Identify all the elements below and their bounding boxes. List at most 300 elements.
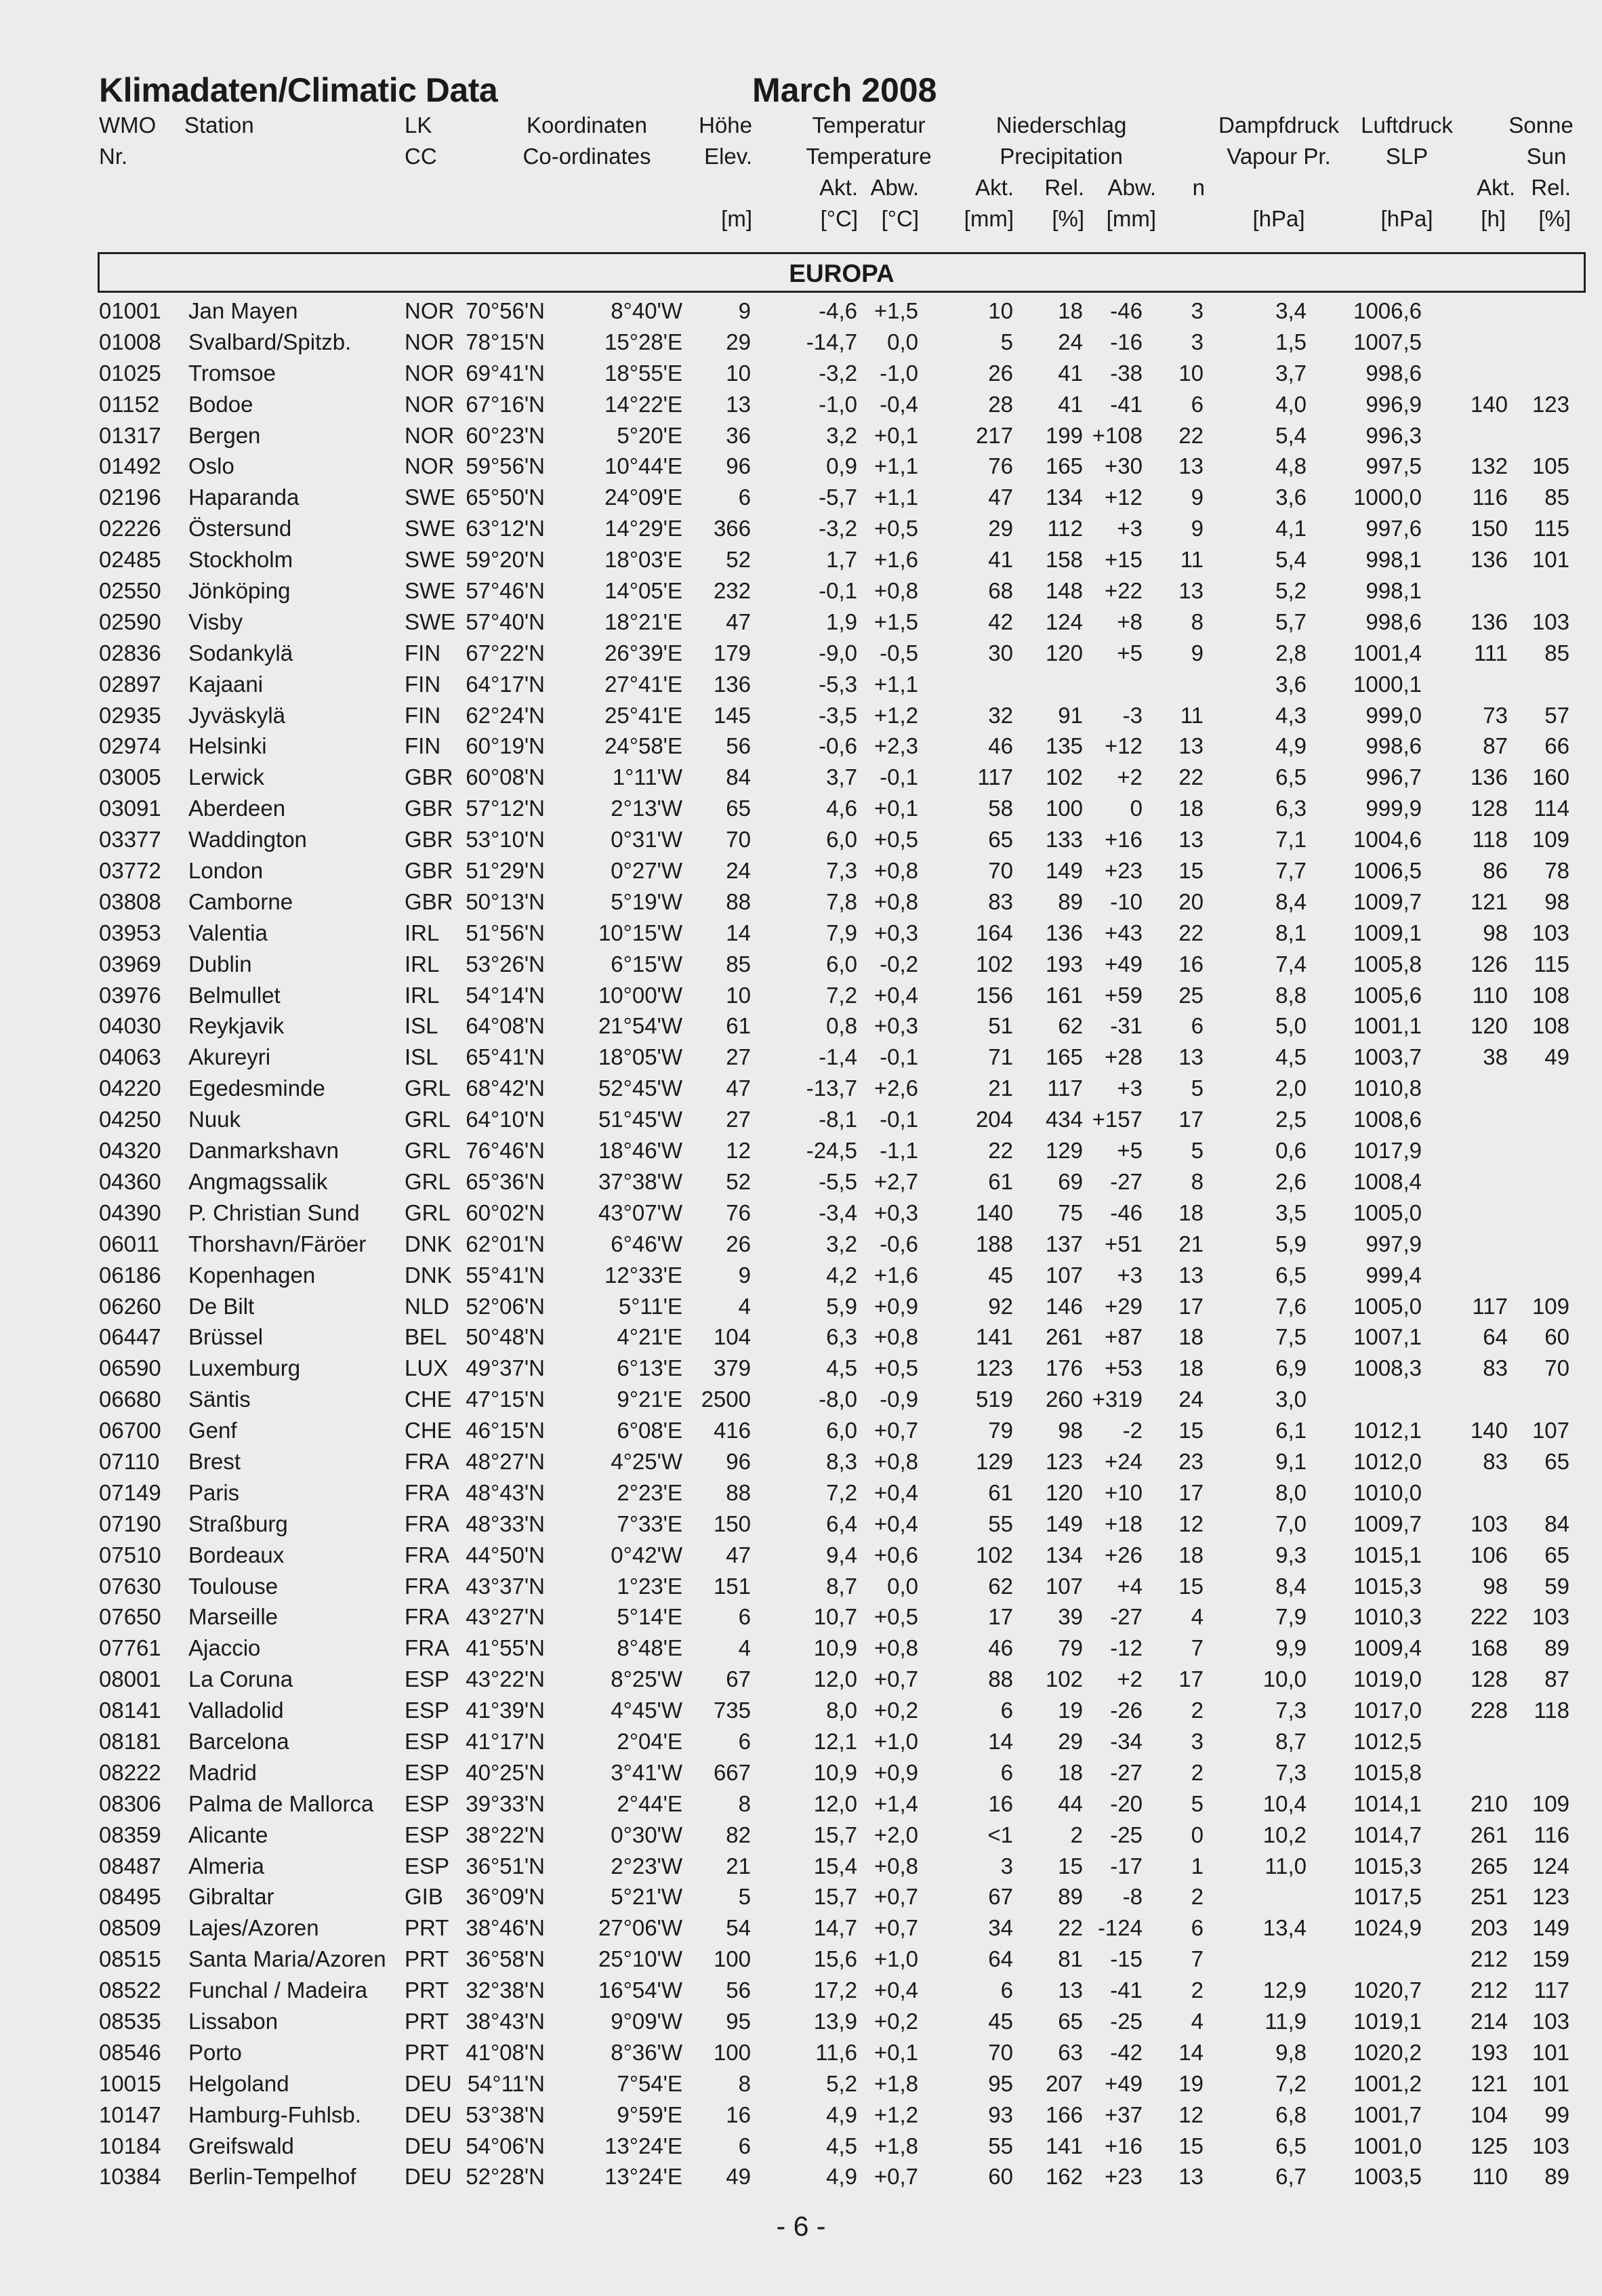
cell-country: GBR [405,764,453,790]
cell-prec-akt: 64 [988,1946,1013,1972]
cell-sun-rel: 85 [1544,640,1569,665]
cell-temp-akt: 6,0 [826,827,857,853]
cell-sun-rel: 123 [1532,1884,1569,1910]
cell-slp: 1012,1 [1353,1418,1422,1443]
table-row [0,827,1602,858]
cell-vapour: 6,9 [1275,1355,1307,1381]
cell-lon: 13°24'E [604,2133,682,2158]
cell-lon: 8°48'E [617,1635,682,1661]
cell-lon: 24°09'E [604,485,682,510]
cell-wmo: 07761 [99,1635,161,1661]
cell-prec-days: 13 [1178,827,1204,853]
cell-lat: 47°15'N [466,1387,545,1412]
cell-station: Helsinki [188,733,267,759]
cell-wmo: 07110 [99,1448,160,1474]
cell-sun-rel: 108 [1532,982,1569,1008]
cell-vapour: 4,3 [1275,702,1307,728]
cell-lon: 2°13'W [611,796,682,821]
cell-elev: 26 [726,1231,751,1256]
col-sun-rel: Rel. [1531,175,1571,200]
cell-sun-akt: 128 [1470,1666,1508,1692]
table-row [0,2164,1602,2195]
cell-temp-abw: +1,0 [874,1728,918,1754]
cell-prec-days: 11 [1180,547,1204,573]
cell-station: Säntis [188,1387,251,1412]
cell-wmo: 07149 [99,1479,161,1505]
cell-elev: 47 [726,1075,751,1101]
cell-elev: 150 [713,1511,751,1536]
cell-prec-abw: -3 [1122,702,1143,728]
cell-vapour: 5,4 [1275,422,1307,448]
cell-prec-akt: 217 [975,422,1013,448]
cell-lat: 67°16'N [466,391,545,417]
cell-vapour: 7,2 [1275,2070,1307,2096]
cell-prec-abw: -27 [1110,1759,1143,1785]
cell-sun-akt: 111 [1473,640,1508,665]
cell-vapour: 8,4 [1275,888,1307,914]
cell-prec-akt: 46 [988,1635,1013,1661]
cell-temp-akt: 7,3 [826,858,857,884]
cell-sun-rel: 118 [1534,1698,1569,1723]
table-row [0,1574,1602,1605]
col-vap-line1: Dampfdruck [1218,112,1339,138]
cell-wmo: 04390 [99,1200,161,1225]
cell-prec-akt: 60 [988,2164,1013,2190]
cell-prec-akt: 141 [975,1324,1013,1350]
cell-sun-akt: 128 [1470,796,1508,821]
cell-wmo: 06680 [99,1387,161,1412]
cell-temp-abw: +2,6 [874,1075,918,1101]
cell-temp-akt: 12,0 [813,1666,857,1692]
cell-temp-abw: -0,1 [880,1107,918,1132]
cell-slp: 1014,7 [1353,1822,1422,1847]
cell-station: Egedesminde [188,1075,325,1101]
cell-prec-rel: 434 [1045,1107,1083,1132]
cell-temp-akt: -8,1 [819,1107,857,1132]
cell-prec-abw: -41 [1110,391,1143,417]
cell-elev: 76 [726,1200,751,1225]
cell-wmo: 08181 [99,1728,161,1754]
cell-sun-rel: 57 [1544,702,1569,728]
cell-vapour: 2,0 [1275,1075,1307,1101]
cell-vapour: 7,0 [1275,1511,1307,1536]
cell-temp-akt: 12,0 [813,1790,857,1816]
cell-temp-abw: +2,0 [874,1822,918,1847]
cell-prec-days: 19 [1178,2070,1204,2096]
cell-lat: 50°13'N [466,888,545,914]
cell-slp: 1003,5 [1353,2164,1422,2190]
cell-prec-rel: 22 [1058,1915,1083,1941]
cell-temp-abw: +0,5 [874,1355,918,1381]
cell-station: Porto [188,2039,242,2065]
cell-sun-akt: 118 [1472,827,1508,853]
cell-lat: 67°22'N [466,640,545,665]
cell-station: La Coruna [188,1666,293,1692]
cell-prec-akt: 519 [975,1387,1013,1412]
cell-temp-abw: +0,3 [874,920,918,945]
cell-lon: 13°24'E [604,2164,682,2190]
cell-sun-akt: 251 [1470,1884,1508,1910]
cell-prec-rel: 44 [1058,1790,1083,1816]
cell-wmo: 02550 [99,578,161,604]
cell-temp-abw: +0,4 [874,982,918,1008]
cell-vapour: 13,4 [1262,1915,1307,1941]
cell-lat: 57°46'N [466,578,545,604]
cell-prec-abw: +30 [1105,453,1143,479]
cell-temp-abw: +1,8 [874,2133,918,2158]
cell-lon: 21°54'W [598,1013,682,1039]
cell-prec-akt: 76 [988,453,1013,479]
cell-lat: 43°22'N [466,1666,545,1692]
cell-prec-days: 6 [1191,1915,1204,1941]
cell-wmo: 08222 [99,1759,161,1785]
cell-vapour: 5,9 [1275,1231,1307,1256]
cell-station: Berlin-Tempelhof [188,2164,356,2190]
cell-station: Barcelona [188,1728,289,1754]
cell-temp-akt: -3,5 [819,702,857,728]
cell-prec-abw: -16 [1110,329,1143,354]
cell-prec-days: 8 [1191,609,1204,634]
cell-prec-days: 18 [1178,796,1204,821]
cell-elev: 8 [738,1790,751,1816]
cell-temp-akt: 6,3 [826,1324,857,1350]
cell-station: De Bilt [188,1293,255,1319]
cell-prec-abw: +16 [1105,2133,1143,2158]
cell-wmo: 07650 [99,1604,161,1630]
cell-prec-akt: 62 [988,1573,1013,1599]
cell-prec-rel: 19 [1058,1698,1083,1723]
cell-temp-abw: +0,4 [874,1977,918,2003]
cell-temp-akt: 10,9 [813,1759,857,1785]
cell-country: ESP [405,1822,450,1847]
cell-slp: 997,5 [1365,453,1422,479]
cell-slp: 1003,7 [1353,1044,1422,1070]
cell-lon: 18°05'W [598,1044,682,1070]
table-row [0,2009,1602,2040]
cell-prec-rel: 123 [1045,1448,1083,1474]
cell-prec-akt: 3 [1000,1853,1013,1879]
cell-lat: 59°20'N [466,547,545,573]
cell-prec-akt: 83 [988,888,1013,914]
cell-station: Bordeaux [188,1542,285,1567]
cell-sun-akt: 83 [1483,1355,1508,1381]
cell-prec-rel: 261 [1045,1324,1083,1350]
cell-elev: 29 [726,329,751,354]
cell-temp-abw: +0,7 [874,1666,918,1692]
cell-prec-days: 18 [1178,1324,1204,1350]
cell-slp: 1001,1 [1353,1013,1422,1039]
cell-sun-rel: 159 [1532,1946,1569,1972]
cell-sun-akt: 117 [1472,1293,1508,1319]
cell-prec-abw: -25 [1110,1822,1143,1847]
cell-slp: 1015,1 [1353,1542,1422,1567]
cell-wmo: 03377 [99,827,161,853]
cell-prec-akt: 34 [988,1915,1013,1941]
cell-station: Dublin [188,951,252,977]
cell-temp-abw: 0,0 [887,1573,918,1599]
cell-prec-akt: 14 [988,1728,1013,1754]
cell-sun-rel: 116 [1534,1822,1569,1847]
cell-lon: 10°00'W [598,982,682,1008]
cell-prec-days: 18 [1178,1542,1204,1567]
cell-vapour: 2,8 [1275,640,1307,665]
cell-vapour: 5,7 [1275,609,1307,634]
cell-temp-abw: +1,8 [874,2070,918,2096]
cell-country: BEL [405,1324,447,1350]
table-row [0,1169,1602,1200]
cell-temp-akt: 7,2 [826,982,857,1008]
cell-lat: 46°15'N [466,1418,545,1443]
cell-wmo: 02196 [99,485,161,510]
cell-temp-abw: +1,5 [874,298,918,323]
cell-slp: 1007,1 [1353,1324,1422,1350]
cell-country: PRT [405,1946,449,1972]
cell-station: Palma de Mallorca [188,1790,374,1816]
cell-lon: 6°15'W [611,951,682,977]
cell-temp-akt: -14,7 [806,329,857,354]
cell-sun-rel: 99 [1544,2102,1569,2127]
cell-lat: 64°10'N [466,1107,545,1132]
cell-country: DEU [405,2133,452,2158]
cell-country: GRL [405,1168,451,1194]
cell-lon: 15°28'E [604,329,682,354]
cell-station: Greifswald [188,2133,294,2158]
cell-slp: 1001,7 [1353,2102,1422,2127]
cell-lat: 32°38'N [466,1977,545,2003]
cell-slp: 998,6 [1365,733,1422,759]
cell-vapour: 6,5 [1275,764,1307,790]
cell-slp: 1009,4 [1353,1635,1422,1661]
cell-prec-rel: 2 [1070,1822,1083,1847]
cell-prec-days: 22 [1178,422,1204,448]
table-row [0,485,1602,516]
cell-lat: 63°12'N [466,516,545,541]
cell-lon: 7°54'E [617,2070,682,2096]
cell-lat: 41°08'N [466,2039,545,2065]
cell-prec-rel: 149 [1045,1511,1083,1536]
cell-sun-rel: 84 [1544,1511,1569,1536]
col-lk-line2: CC [405,144,437,169]
cell-temp-abw: +0,4 [874,1511,918,1536]
cell-sun-rel: 59 [1544,1573,1569,1599]
cell-sun-akt: 214 [1470,2008,1508,2034]
cell-vapour: 8,4 [1275,1573,1307,1599]
cell-prec-days: 25 [1178,982,1204,1008]
cell-elev: 70 [726,827,751,853]
col-sun-line2: Sun [1526,144,1567,169]
cell-temp-akt: -0,1 [819,578,857,604]
col-elev-unit: [m] [721,206,752,231]
cell-prec-rel: 158 [1045,547,1083,573]
cell-vapour: 11,9 [1265,2008,1307,2034]
cell-prec-abw: 0 [1130,796,1143,821]
cell-prec-abw: +4 [1117,1573,1143,1599]
region-header-box [98,252,1586,293]
cell-sun-akt: 203 [1470,1915,1508,1941]
cell-prec-days: 9 [1191,640,1204,665]
cell-vapour: 10,2 [1262,1822,1307,1847]
cell-prec-abw: -17 [1110,1853,1143,1879]
cell-sun-akt: 265 [1470,1853,1508,1879]
cell-elev: 9 [738,298,751,323]
cell-station: Jyväskylä [188,702,286,728]
cell-station: Marseille [188,1604,279,1630]
cell-lat: 40°25'N [466,1759,545,1785]
cell-temp-akt: -0,6 [819,733,857,759]
cell-prec-days: 5 [1191,1790,1204,1816]
cell-sun-akt: 132 [1470,453,1508,479]
cell-slp: 998,1 [1365,578,1422,604]
cell-prec-rel: 141 [1045,2133,1083,2158]
cell-vapour: 2,6 [1275,1168,1307,1194]
cell-sun-rel: 115 [1534,516,1569,541]
cell-sun-akt: 125 [1470,2133,1508,2158]
table-row [0,1666,1602,1698]
cell-sun-akt: 193 [1470,2039,1508,2065]
cell-wmo: 02935 [99,702,161,728]
cell-vapour: 11,0 [1265,1853,1307,1879]
table-row [0,796,1602,827]
cell-temp-akt: -13,7 [806,1075,857,1101]
cell-prec-days: 20 [1178,888,1204,914]
table-row [0,298,1602,329]
cell-country: GBR [405,858,453,884]
cell-prec-rel: 134 [1045,1542,1083,1567]
cell-wmo: 04360 [99,1168,161,1194]
table-row [0,1791,1602,1822]
cell-sun-akt: 140 [1470,1418,1508,1443]
cell-temp-akt: -5,5 [819,1168,857,1194]
region-label: EUROPA [789,260,895,287]
cell-station: London [188,858,264,884]
cell-country: GIB [405,1884,443,1910]
cell-lat: 49°37'N [466,1355,545,1381]
cell-temp-abw: +0,5 [874,516,918,541]
cell-elev: 145 [713,702,751,728]
cell-prec-akt: 45 [988,2008,1013,2034]
cell-country: GRL [405,1075,451,1101]
cell-country: CHE [405,1387,452,1412]
cell-prec-rel: 102 [1045,764,1083,790]
col-slp-line1: Luftdruck [1361,112,1453,138]
cell-sun-akt: 210 [1470,1790,1508,1816]
cell-station: Waddington [188,827,307,853]
table-row [0,423,1602,454]
cell-prec-days: 3 [1191,298,1204,323]
cell-prec-rel: 65 [1058,2008,1083,2034]
cell-prec-days: 15 [1178,858,1204,884]
cell-prec-rel: 193 [1045,951,1083,977]
cell-prec-days: 12 [1178,1511,1204,1536]
table-row [0,1013,1602,1044]
cell-slp: 996,7 [1365,764,1422,790]
cell-sun-akt: 261 [1470,1822,1508,1847]
cell-prec-akt: 16 [988,1790,1013,1816]
cell-lat: 48°33'N [466,1511,545,1536]
cell-country: DNK [405,1231,452,1256]
table-row [0,1355,1602,1387]
cell-prec-rel: 162 [1045,2164,1083,2190]
cell-temp-abw: +1,6 [874,1262,918,1288]
cell-prec-rel: 165 [1045,1044,1083,1070]
cell-station: Genf [188,1418,237,1443]
cell-prec-days: 21 [1178,1231,1204,1256]
cell-prec-rel: 81 [1058,1946,1083,1972]
cell-wmo: 06590 [99,1355,161,1381]
table-row [0,1324,1602,1355]
cell-prec-rel: 107 [1045,1573,1083,1599]
cell-lat: 43°37'N [466,1573,545,1599]
cell-lat: 54°14'N [466,982,545,1008]
cell-elev: 27 [726,1044,751,1070]
cell-prec-rel: 166 [1045,2102,1083,2127]
cell-slp: 999,9 [1365,796,1422,821]
cell-slp: 1006,6 [1353,298,1422,323]
table-row [0,2040,1602,2071]
cell-prec-days: 3 [1191,329,1204,354]
cell-vapour: 6,5 [1275,2133,1307,2158]
cell-lon: 0°31'W [611,827,682,853]
cell-temp-akt: -8,0 [819,1387,857,1412]
cell-temp-akt: 4,9 [826,2102,857,2127]
cell-lat: 41°17'N [466,1728,545,1754]
cell-prec-abw: +23 [1105,858,1143,884]
table-row [0,1480,1602,1511]
cell-wmo: 06447 [99,1324,161,1350]
period-label: March 2008 [752,71,937,109]
cell-lon: 16°54'W [598,1977,682,2003]
cell-elev: 10 [726,360,751,386]
cell-slp: 1019,1 [1353,2008,1422,2034]
cell-sun-akt: 222 [1470,1604,1508,1630]
cell-elev: 88 [726,888,751,914]
cell-country: FIN [405,702,441,728]
cell-wmo: 03091 [99,796,161,821]
cell-slp: 996,9 [1365,391,1422,417]
cell-prec-rel: 135 [1045,733,1083,759]
cell-station: Thorshavn/Färöer [188,1231,367,1256]
cell-lon: 27°06'W [598,1915,682,1941]
cell-prec-days: 18 [1178,1200,1204,1225]
cell-country: ESP [405,1790,450,1816]
cell-prec-akt: 10 [988,298,1013,323]
cell-lat: 68°42'N [466,1075,545,1101]
cell-country: NOR [405,391,455,417]
col-vap-line2: Vapour Pr. [1227,144,1331,169]
cell-temp-abw: +0,7 [874,2164,918,2190]
cell-country: DEU [405,2164,452,2190]
cell-prec-akt: 55 [988,1511,1013,1536]
cell-prec-rel: 124 [1045,609,1083,634]
cell-sun-akt: 106 [1470,1542,1508,1567]
col-temp-line1: Temperatur [812,112,926,138]
cell-station: Oslo [188,453,234,479]
cell-wmo: 03005 [99,764,161,790]
cell-temp-akt: 3,7 [826,764,857,790]
cell-country: ESP [405,1853,450,1879]
cell-temp-akt: 8,3 [826,1448,857,1474]
cell-country: SWE [405,547,456,573]
cell-country: SWE [405,485,456,510]
cell-prec-rel: 75 [1058,1200,1083,1225]
cell-lat: 53°26'N [466,951,545,977]
cell-prec-abw: +10 [1105,1479,1143,1505]
cell-lon: 37°38'W [598,1168,682,1194]
cell-lon: 18°21'E [604,609,682,634]
cell-slp: 1010,0 [1353,1479,1422,1505]
cell-country: FIN [405,671,441,697]
cell-lat: 69°41'N [466,360,545,386]
